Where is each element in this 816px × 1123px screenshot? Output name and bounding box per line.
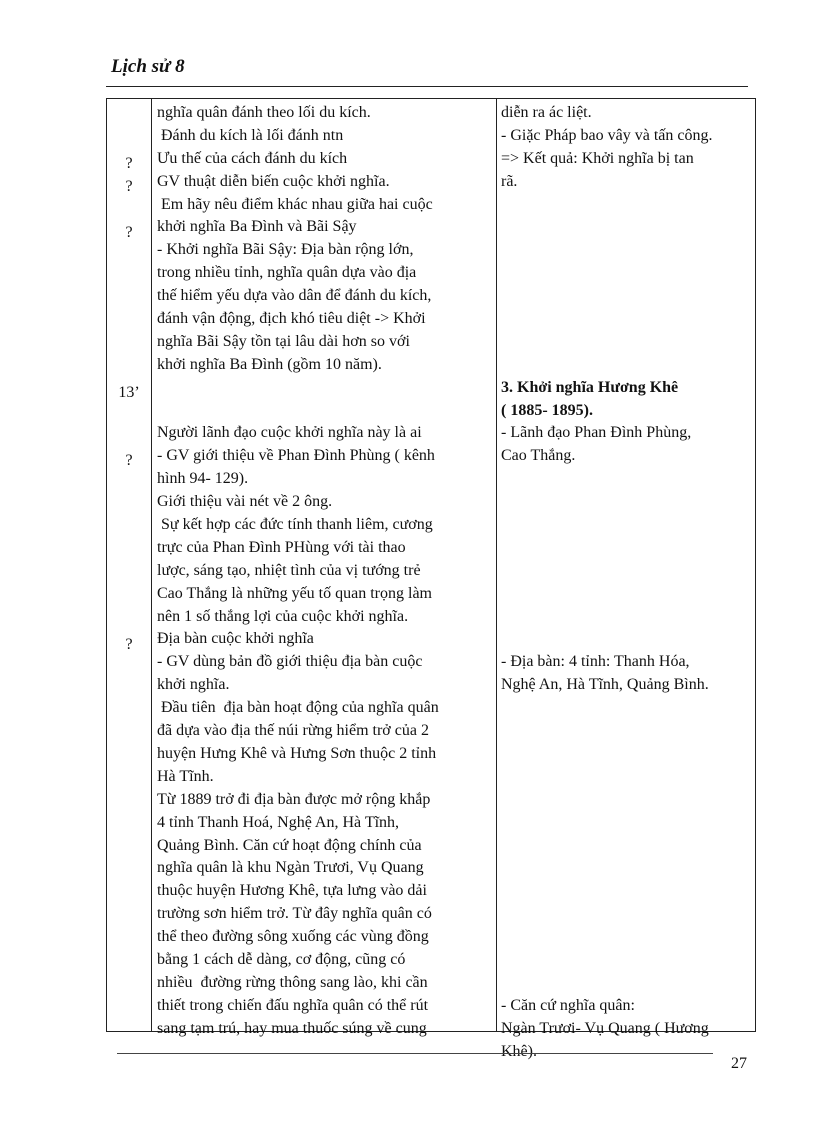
content-line: nghĩa Bãi Sậy tồn tại lâu dài hơn so với	[157, 332, 410, 350]
time-marker	[107, 199, 151, 222]
content-line: Hà Tĩnh.	[157, 767, 214, 785]
content-line: Sự kết hợp các đức tính thanh liêm, cương	[157, 516, 433, 534]
notes-line: ( 1885- 1895).	[501, 401, 593, 419]
notes-line	[501, 720, 755, 743]
page-number: 27	[731, 1055, 747, 1072]
notes-line: Cao Thắng.	[501, 447, 576, 465]
notes-line	[501, 812, 755, 835]
content-line: hình 94- 129).	[157, 470, 249, 488]
notes-line	[501, 491, 755, 514]
content-line: khởi nghĩa.	[157, 676, 230, 694]
notes-line: Khê).	[501, 1042, 537, 1060]
column-divider-1	[151, 99, 152, 1031]
content-line: trực của Phan Đình PHùng với tài thao	[157, 538, 406, 556]
time-marker: ?	[125, 635, 133, 653]
time-marker	[107, 359, 151, 382]
notes-line	[501, 468, 755, 491]
content-line: - Khởi nghĩa Bãi Sậy: Địa bàn rộng lớn,	[157, 241, 414, 259]
notes-line	[501, 949, 755, 972]
time-marker	[107, 542, 151, 565]
content-line: lược, sáng tạo, nhiệt tình của vị tướng trẻ	[157, 561, 421, 579]
time-marker	[107, 473, 151, 496]
content-line: huyện Hưng Khê và Hưng Sơn thuộc 2 tỉnh	[157, 744, 437, 762]
time-marker	[107, 611, 151, 634]
content-line: đã dựa vào địa thế núi rừng hiểm trở của 2	[157, 722, 429, 740]
content-line: trong nhiều tỉnh, nghĩa quân dựa vào địa	[157, 264, 417, 282]
content-line: Ưu thế của cách đánh du kích	[157, 149, 348, 167]
notes-line	[501, 880, 755, 903]
time-marker	[107, 588, 151, 611]
time-marker: ?	[125, 154, 133, 172]
notes-line	[501, 194, 755, 217]
notes-line	[501, 857, 755, 880]
notes-line	[501, 239, 755, 262]
notes-line	[501, 514, 755, 537]
content-line: nhiều đường rừng thông sang lào, khi cần	[157, 973, 428, 991]
content-line: - GV giới thiệu về Phan Đình Phùng ( kênh	[157, 447, 435, 465]
content-line: thuộc huyện Hương Khê, tựa lưng vào dải	[157, 882, 427, 900]
content-column	[157, 102, 492, 1041]
notes-line: Ngàn Trươi- Vụ Quang ( Hương	[501, 1019, 709, 1037]
content-line: GV thuật diễn biến cuộc khởi nghĩa.	[157, 172, 390, 190]
notes-line	[501, 743, 755, 766]
notes-line	[501, 766, 755, 789]
notes-line	[501, 354, 755, 377]
content-line: thể theo đường sông xuống các vùng đồng	[157, 928, 429, 946]
time-marker	[107, 336, 151, 359]
header-title: Lịch sử 8	[111, 56, 185, 77]
content-line: nghĩa quân là khu Ngàn Trươi, Vụ Quang	[157, 859, 424, 877]
content-line: sang tạm trú, hay mua thuốc súng về cung	[157, 1019, 427, 1037]
footer-rule	[117, 1053, 713, 1054]
notes-line: - Giặc Pháp bao vây và tấn công.	[501, 126, 713, 144]
notes-line	[501, 606, 755, 629]
content-line: khởi nghĩa Ba Đình và Bãi Sậy	[157, 218, 357, 236]
notes-line: - Địa bàn: 4 tỉnh: Thanh Hóa,	[501, 653, 690, 671]
notes-line	[501, 628, 755, 651]
time-marker	[107, 565, 151, 588]
time-marker	[107, 428, 151, 451]
notes-line	[501, 308, 755, 331]
content-line: thiết trong chiến đấu nghĩa quân có thể rút	[157, 996, 429, 1014]
notes-line: - Lãnh đạo Phan Đình Phùng,	[501, 424, 692, 442]
content-line: 4 tỉnh Thanh Hoá, Nghệ An, Hà Tĩnh,	[157, 813, 400, 831]
time-marker: ?	[125, 223, 133, 241]
column-divider-2	[496, 99, 497, 1031]
content-line: Từ 1889 trở đi địa bàn được mở rộng khắp	[157, 790, 431, 808]
notes-line: - Căn cứ nghĩa quân:	[501, 996, 635, 1014]
notes-line: Nghệ An, Hà Tĩnh, Quảng Bình.	[501, 676, 709, 694]
content-line: Đầu tiên địa bàn hoạt động của nghĩa quân	[157, 699, 439, 717]
content-line: Người lãnh đạo cuộc khởi nghĩa này là ai	[157, 424, 422, 442]
time-marker	[107, 244, 151, 267]
content-line: Địa bàn cuộc khởi nghĩa	[157, 630, 314, 648]
content-line: đánh vận động, địch khó tiêu diệt -> Khởi	[157, 310, 426, 328]
content-line: khởi nghĩa Ba Đình (gồm 10 năm).	[157, 355, 382, 373]
content-line: Em hãy nêu điểm khác nhau giữa hai cuộc	[157, 195, 433, 213]
notes-line	[501, 835, 755, 858]
content-line: nên 1 số thắng lợi của cuộc khởi nghĩa.	[157, 607, 409, 625]
header-rule	[106, 86, 748, 87]
time-marker	[107, 496, 151, 519]
content-line	[157, 377, 492, 400]
notes-line	[501, 262, 755, 285]
notes-line: diễn ra ác liệt.	[501, 104, 592, 121]
time-marker: ?	[125, 452, 133, 470]
content-line: trường sơn hiểm trở. Từ đây nghĩa quân có	[157, 905, 432, 923]
notes-line	[501, 285, 755, 308]
content-line: bằng 1 cách dễ dàng, cơ động, cũng có	[157, 950, 406, 968]
time-marker	[107, 267, 151, 290]
notes-line	[501, 537, 755, 560]
notes-line	[501, 697, 755, 720]
time-marker	[107, 290, 151, 313]
content-line: Giới thiệu vài nét về 2 ông.	[157, 493, 333, 511]
content-line: thế hiểm yếu dựa vào dân để đánh du kích,	[157, 287, 432, 305]
notes-line	[501, 972, 755, 995]
notes-line: rã.	[501, 172, 518, 190]
notes-column	[501, 102, 755, 1063]
notes-line: => Kết quả: Khởi nghĩa bị tan	[501, 149, 694, 167]
notes-line	[501, 560, 755, 583]
content-line: nghĩa quân đánh theo lối du kích.	[157, 104, 371, 121]
notes-line	[501, 583, 755, 606]
notes-line	[501, 903, 755, 926]
content-line: Quảng Bình. Căn cứ hoạt động chính của	[157, 836, 422, 854]
notes-line	[501, 789, 755, 812]
notes-line: 3. Khởi nghĩa Hương Khê	[501, 378, 679, 396]
notes-line	[501, 216, 755, 239]
content-line: - GV dùng bản đồ giới thiệu địa bàn cuộc	[157, 653, 423, 671]
time-marker	[107, 405, 151, 428]
time-marker: ?	[125, 177, 133, 195]
notes-line	[501, 331, 755, 354]
content-line	[157, 400, 492, 423]
time-column	[107, 130, 151, 656]
time-marker	[107, 130, 151, 153]
time-marker: 13’	[118, 383, 140, 401]
content-line: Cao Thắng là những yếu tố quan trọng làm	[157, 584, 432, 602]
notes-line	[501, 926, 755, 949]
lesson-table	[106, 98, 756, 1060]
content-line: Đánh du kích là lối đánh ntn	[157, 126, 344, 144]
time-marker	[107, 313, 151, 336]
time-marker	[107, 519, 151, 542]
